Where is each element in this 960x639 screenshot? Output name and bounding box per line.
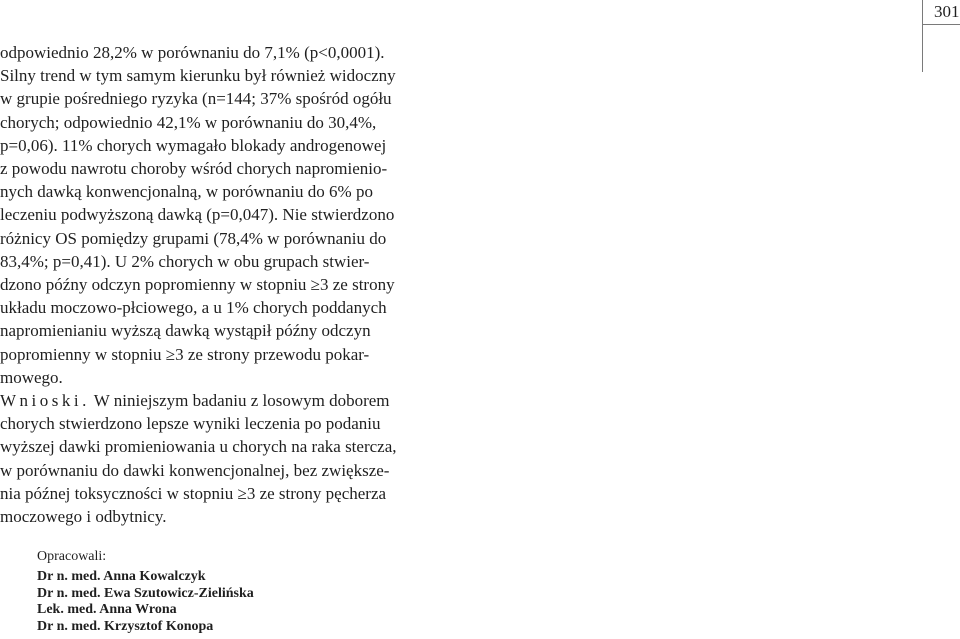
text-line: z powodu nawrotu choroby wśród chorych napromienio- (0, 159, 388, 179)
credits-label: Opracowali: (37, 549, 107, 564)
results-paragraph (0, 41, 440, 528)
conclusions-heading: Wnioski. (0, 391, 90, 411)
author-name: Lek. med. Anna Wrona (37, 602, 177, 617)
conclusions-first-line (0, 389, 440, 412)
text-line: Silny trend w tym samym kierunku był również widoczny (0, 66, 396, 86)
text-line: różnicy OS pomiędzy grupami (78,4% w porównaniu do (0, 228, 387, 248)
page-number-vertical-rule (922, 0, 923, 72)
text-line: leczeniu podwyższoną dawką (p=0,047). Nie stwierdzono (0, 205, 395, 225)
author-name: Dr n. med. Krzysztof Konopa (37, 618, 214, 634)
credits-block (37, 547, 254, 635)
conclusions-text: W niniejszym badaniu z losowym doborem (89, 391, 390, 411)
page-number-horizontal-rule (922, 24, 960, 25)
author-name: Dr n. med. Anna Kowalczyk (37, 569, 206, 584)
text-line: nych dawką konwencjonalną, w porównaniu do 6% po (0, 182, 373, 202)
text-line: p=0,06). 11% chorych wymagało blokady androgenowej (0, 135, 387, 155)
text-line: moczowego i odbytnicy. (0, 507, 167, 527)
page-number: 301 (934, 2, 960, 21)
text-line: wyższej dawki promieniowania u chorych na raka stercza, (0, 437, 397, 457)
author-name: Dr n. med. Ewa Szutowicz-Zielińska (37, 585, 254, 601)
text-line: 83,4%; p=0,41). U 2% chorych w obu grupach stwier- (0, 251, 370, 271)
text-line: napromienianiu wyższą dawką wystąpił późny odczyn (0, 321, 371, 341)
text-line: chorych; odpowiednio 42,1% w porównaniu do 30,4%, (0, 112, 377, 132)
text-line: mowego. (0, 367, 63, 387)
text-line: nia późnej toksyczności w stopniu ≥3 ze strony pęcherza (0, 483, 387, 503)
text-line: chorych stwierdzono lepsze wyniki leczenia po podaniu (0, 414, 381, 434)
text-line: w grupie pośredniego ryzyka (n=144; 37% spośród ogółu (0, 89, 392, 109)
text-line: dzono późny odczyn popromienny w stopniu ≥3 ze strony (0, 275, 395, 295)
text-line: układu moczowo-płciowego, a u 1% chorych poddanych (0, 298, 387, 318)
text-line: popromienny w stopniu ≥3 ze strony przewodu pokar- (0, 344, 370, 364)
text-line: odpowiednio 28,2% w porównaniu do 7,1% (p<0,0001). (0, 43, 385, 62)
text-line: w porównaniu do dawki konwencjonalnej, bez zwiększe- (0, 460, 390, 480)
